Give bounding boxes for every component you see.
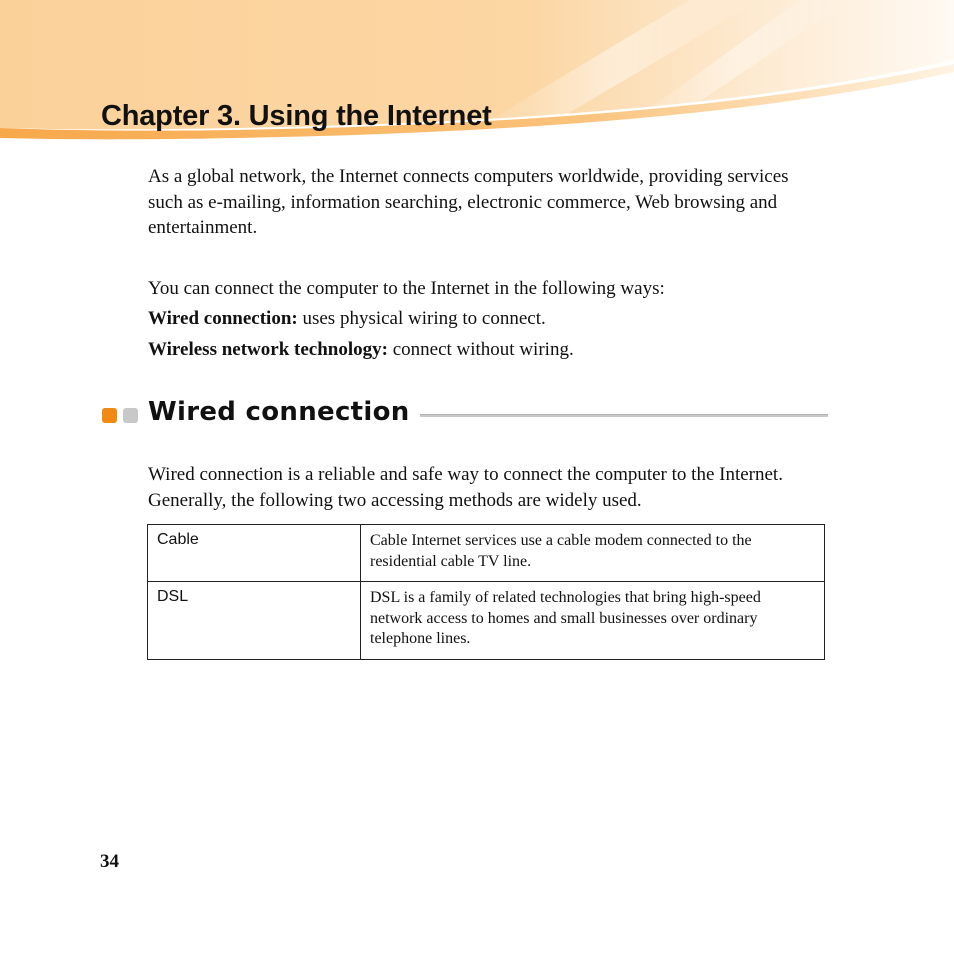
access-methods-table <box>147 524 825 660</box>
wired-connection-item <box>148 306 546 332</box>
gray-square-bullet-icon <box>123 408 138 423</box>
connection-ways-lead: You can connect the computer to the Internet in the following ways: <box>148 278 665 299</box>
intro-paragraph: As a global network, the Internet connects computers worldwide, providing services such as e-mailing, information searching, electronic commerce, Web browsing and entertainment. <box>148 166 789 238</box>
orange-square-bullet-icon <box>102 408 117 423</box>
table-cell-term: Cable <box>148 525 361 582</box>
wireless-technology-text: connect without wiring. <box>387 339 574 360</box>
table-cell-description: Cable Internet services use a cable modem connected to the residential cable TV line. <box>361 525 825 582</box>
section-heading <box>102 397 828 434</box>
section-title: Wired connection <box>148 397 410 427</box>
wireless-technology-item <box>148 337 574 363</box>
wireless-technology-term: Wireless network technology: <box>148 339 388 360</box>
wired-connection-paragraph: Wired connection is a reliable and safe way to connect the computer to the Internet. Generally, the following two accessing methods are widely used. <box>148 464 783 511</box>
page-number: 34 <box>100 851 119 872</box>
section-divider <box>420 414 828 417</box>
table-cell-description: DSL is a family of related technologies that bring high-speed network access to homes and small businesses over ordinary telephone lines. <box>361 582 825 660</box>
wired-connection-term: Wired connection: <box>148 308 298 329</box>
wired-connection-text: uses physical wiring to connect. <box>297 308 546 329</box>
table-cell-term: DSL <box>148 582 361 660</box>
table-row <box>148 525 825 582</box>
table-row <box>148 582 825 660</box>
chapter-title: Chapter 3. Using the Internet <box>101 100 492 132</box>
